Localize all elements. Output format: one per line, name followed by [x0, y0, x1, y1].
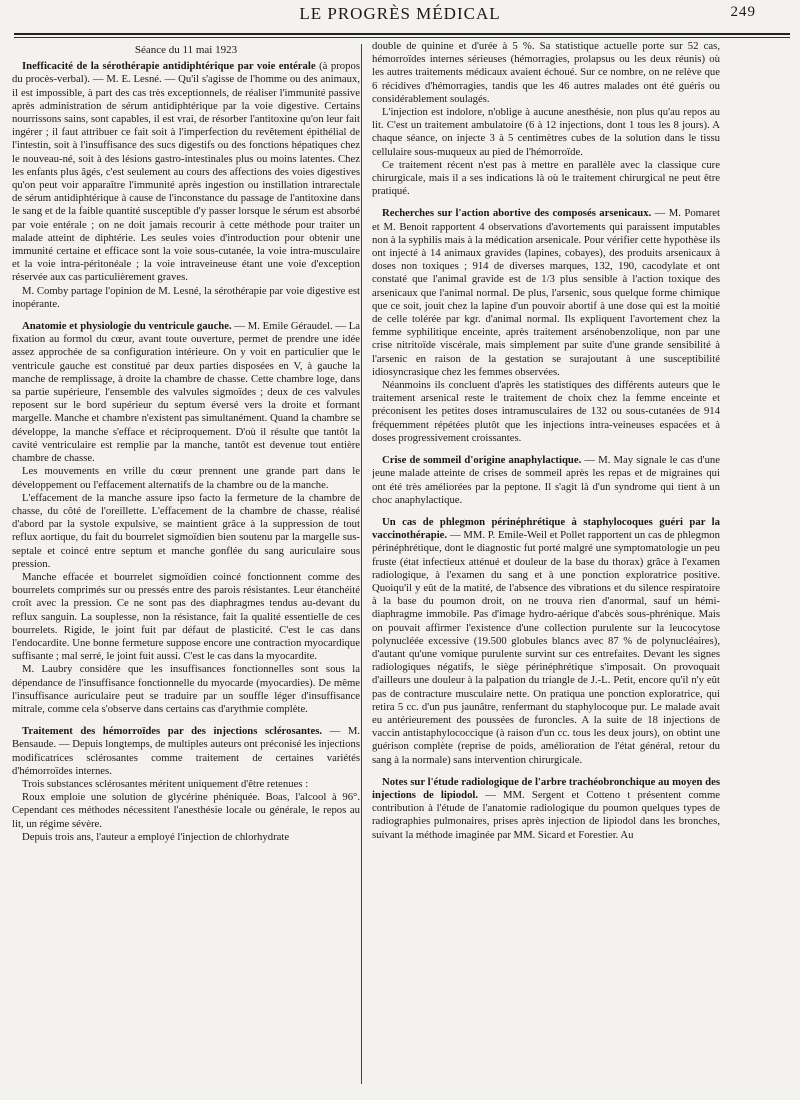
article-body: (à propos du procès-verbal). — M. E. Lesné. — Qu'il s'agisse de l'homme ou des animaux, il est impossible, à part des cas très exceptionnels, de réaliser l'immunité passive après administration de sérum antidiphtérique par la voie digestive. Certains nourrissons sains, sont capables, il est vrai, de résorber l'antitoxine qu'on leur fait ingérer ; il faut attribuer ce fait soit à l'imperfection du revêtement épithélial de l'intestin, soit à l'insuffisance des sucs digestifs ou des fonctions hépatiques chez le nouveau-né, soit à des lésions gastro-intestinales plus ou moins latentes. Chez les enfants plus âgés, c'est seulement au cours des affections des voies digestives qu'on peut voir apparaître l'immunité après ingestion ou instillation intrarectale de sérum antidiphtérique à cause de l'inconstance du passage de l'antitoxine dans le sang et de la faible quantité susceptible d'y passer lorsque le sérum est absorbé par voie entérale ; on ne doit jamais recourir à cette méthode pour traiter un malade atteint de diphtérie. Les seules voies d'introduction pour obtenir une immunité certaine et efficace sont la voie sous-cutanée, la voie intra-musculaire et la voie intra-péritonéale ; la voie intraveineuse étant une voie d'exception réservée aux cas particulièrement graves.: [12, 60, 360, 284]
paragraph: Ce traitement récent n'est pas à mettre en parallèle avec la classique cure chirurgicale, mais il a ses indications là où le traitement chirurgical ne peut être pratiqué.: [372, 158, 720, 198]
journal-title: LE PROGRÈS MÉDICAL: [299, 4, 501, 23]
paragraph: double de quinine et d'urée à 5 %. Sa statistique actuelle porte sur 52 cas, hémorroïdes internes sérieuses (hémorragies, prolapsus ou les deux réunis) où les autres traitements médicaux avaient échoué. Sur ce nombre, on ne relève que 6 récidives d'hémorragies, tandis que les 46 autres malades ont été guéris ou considérablement soulagés.: [372, 40, 720, 105]
paragraph: Depuis trois ans, l'auteur a employé l'injection de chlorhydrate: [22, 830, 290, 843]
article-title: Anatomie et physiologie du ventricule gauche.: [22, 320, 232, 333]
article-sergent: [372, 776, 720, 842]
paragraph: [12, 791, 360, 831]
page-number: 249: [730, 4, 756, 20]
session-date: Séance du 11 mai 1923: [134, 44, 238, 56]
article-title: Traitement des hémorroïdes par des injections sclérosantes.: [22, 725, 323, 738]
article-bensaude: [12, 725, 360, 778]
article-body: — MM. Sergent et Cotteno t présentent comme contribution à l'étude de l'anatomie radiologique du poumon quelques types de radiographies pulmonaires, prises après injection de lipiodol dans les bronches, suivant la méthode imaginée par MM. Sicard et Forestier. Au: [372, 788, 720, 841]
article-title: Recherches sur l'action abortive des composés arsenicaux.: [382, 207, 652, 220]
paragraph: Manche effacée et bourrelet sigmoïdien coincé fonctionnent comme des bourrelets comprimés sur ou pressés entre des parois résistantes. Leur étanchéité croît avec la pression. Ce ne sont pas des diaphragmes tendus au-devant du reflux sanguin. La souplesse, non la résistance, fait la qualité essentielle de ces bourrelets. Rigide, le joint fuit par défaut de plasticité. C'est le cas dans l'endocardite. Une bonne fermeture suppose encore une contraction myocardique suffisante ; mal serré, le joint fuit aussi. C'est le cas dans la myocardite.: [12, 570, 360, 663]
paragraph-lead: Roux emploie une solution de glycérine phéniquée.: [22, 791, 266, 804]
article-geraudel: [12, 320, 360, 465]
paragraph: M. Laubry considère que les insuffisances fonctionnelles sont sous la dépendance de l'insuffisance fonctionnelle du myocarde (myocardies). De même l'insuffisance auriculaire peut se traduire par un souffle léger d'insuffisance mitrale, comme cela s'observe dans certains cas d'arythmie complète.: [12, 663, 360, 715]
article-title: Inefficacité de la sérothérapie antidiphtérique par voie entérale: [22, 60, 316, 73]
article-pomaret-benoit: [372, 207, 720, 379]
running-head: [0, 4, 800, 28]
paragraph: Néanmoins ils concluent d'après les statistiques des différents auteurs que le traitement arsenical reste le traitement de choix chez la femme enceinte et préconisent les petites doses intramusculaires de 132 ou sous-cutanées de 914 fréquemment répétées plutôt que les injections intra-veineuses espacées et à doses progressivement croissantes.: [372, 379, 720, 444]
right-column: [372, 40, 720, 1088]
article-body: — M. Emile Géraudel. — La fixation au formol du cœur, avant toute ouverture, permet de prendre une idée assez approchée de sa configuration intérieure. On y voit en particulier que le ventricule gauche est constitué par deux parties disposées en V, à gauche la manche de remplissage, à droite la chambre de chasse. Cette chambre loge, dans sa partie supérieure, l'ensemble des valvules sigmoïdes ; deux de ces valvules reposent sur le bord supérieur du septum éversé vers la droite et formant margelle. Manche et chambre n'existent pas simultanément. Quand la chambre se développe, la manche s'efface et réciproquement. D'où il résulte que tantôt la cavité ventriculaire est remplie par la manche, tantôt est devenue tout entière chambre de chasse.: [12, 320, 360, 465]
article-lesne: [12, 60, 360, 284]
article-title: Notes sur l'étude radiologique de l'arbre trachéobronchique au moyen des injections de lipiodol.: [372, 775, 720, 801]
paragraph-rest: Boas, l'alcool à 96°. Cependant ces méthodes nécessitent l'anesthésie locale ou générale, le repos au lit, un régime sévère.: [12, 791, 360, 830]
paragraph: Trois substances sclérosantes méritent uniquement d'être retenues :: [22, 777, 309, 790]
header-rule: [14, 33, 790, 35]
paragraph: L'injection est indolore, n'oblige à aucune anesthésie, non plus qu'au repos au lit. C'est un traitement ambulatoire (6 à 12 injections, dont 1 tous les 8 jours). A chaque séance, on injecte 3 à 5 centimètres cubes de la solution dans le tissu cellulaire sous-muqueux au pied de l'hémorroïde.: [372, 106, 720, 158]
paragraph: L'effacement de la manche assure ipso facto la fermeture de la chambre de chasse, du côté de l'oreillette. L'effacement de la chambre de chasse, réalisé d'abord par la systole expulsive, se maintient grâce à la suppression de tout reflux aortique, du fait du bourrelet sigmoïdien bien soutenu par la margelle sus-septale et coincé entre septum et manche gonflée du sang auriculaire sous pression.: [12, 491, 360, 570]
article-body: — M. May signale le cas d'une jeune malade atteinte de crises de sommeil après les repas et de migraines qui ont été très améliorées par la peptone. Il s'agit là d'un syndrome qui tient à un choc anaphylactique.: [372, 454, 720, 506]
article-emile-weil: [372, 516, 720, 767]
header-rule-thin: [14, 37, 790, 38]
article-title: Un cas de phlegmon périnéphrétique à staphylocoques guéri par la vaccinothérapie.: [372, 515, 720, 542]
article-may: [372, 454, 720, 507]
left-column: [12, 44, 360, 1092]
article-title: Crise de sommeil d'origine anaphylactique.: [382, 454, 582, 467]
article-body: — M. Bensaude. — Depuis longtemps, de multiples auteurs ont préconisé les injections modificatrices sclérosantes comme traitement de certaines variétés d'hémorroïdes internes.: [12, 725, 360, 777]
column-divider: [361, 44, 362, 1084]
paragraph: Les mouvements en vrille du cœur prennent une grande part dans le développement ou l'effacement alternatifs de la chambre ou de la manche.: [12, 465, 360, 491]
article-body: — MM. P. Emile-Weil et Pollet rapportent un cas de phlegmon périnéphrétique, dont le diagnostic fut porté malgré une symptomatologie un peu fruste (état infectieux atténué et douleur de la base du thorax) grâce à l'examen radiologique, à l'examen du sang et à une ponction exploratrice positive. Quoiqu'il y eût de la matité, de l'absence des vibrations et du silence respiratoire à la base du poumon droit, on ne trouva rien d'anormal, sauf un hémi-diaphragme immobile. Pas d'image hydro-aérique d'abcès sous-phrénique. Mais on pouvait affirmer l'existence d'une collection purulente sur la leucocytose polynucléée excessive (19.500 globules blancs avec 87 % de polynucléaires), d'autant qu'une vomique purulente survint sur ces entrefaites. Devant les signes radiologiques négatifs, le siège périnéphrétique s'imposait. On provoquait d'ailleurs une douleur à la palpation du triangle de J.-L. Petit, encore qu'il n'y eût pas de contracture musculaire nette. On pratiqua une ponction exploratrice, qui retira 5 cc. d'un pus jaunâtre, renfermant du staphylocoque pur. Le malade avait eu antérieurement des poussées de furoncles. A la suite de 18 injections de vaccin antistaphylococcique (à raison d'un cc. tous les deux jours), on obtint une guérison complète (reprise de poids, amélioration de l'état général, retour du sang à la normale) sans intervention chirurgicale.: [372, 529, 720, 766]
article-body: — M. Pomaret et M. Benoit rapportent 4 observations d'avortements qui paraissent imputables non à la syphilis mais à la médication arsenicale. Pour vérifier cette hypothèse ils ont injecté à 14 animaux gravides (lapines, cobayes), des produits arsenicaux à doses non toxiques ; 914 de diverses marques, 132, 190, cacodylate et ont constaté que l'animal gravide est de 1/3 plus sensible à l'action toxique des arsenicaux que l'animal normal. De plus, l'arsenic, sous quelque forme chimique que ce soit, jouit chez la lapine d'un pouvoir abortif à une dose qui est la moitié de celle tolérée par kgr. d'animal normal. Ils expliquent l'avortement chez la femme syphilitique enceinte, après traitement arsénobenzolique, non par une crise nitritoïde viscérale, mais simplement par suite d'une grande sensibilité à l'arsenic en raison de la gestation se surajoutant à une susceptibilité idiosyncrasique chez les femmes observées.: [372, 207, 720, 378]
paragraph: M. Comby partage l'opinion de M. Lesné, la sérothérapie par voie digestive est inopérante.: [12, 284, 360, 310]
